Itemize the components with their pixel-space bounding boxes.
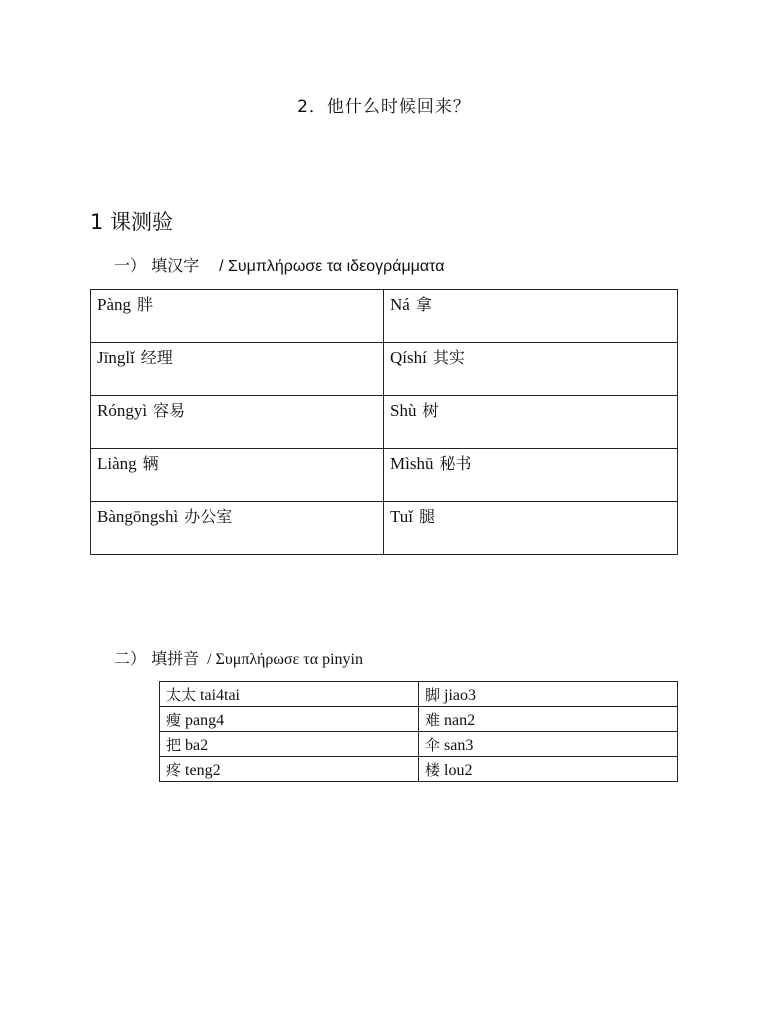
part1-marker: 一） 填汉字 bbox=[114, 256, 200, 275]
hanzi-text: 疼 bbox=[166, 760, 182, 779]
pinyin-text: lou2 bbox=[444, 761, 473, 779]
table-cell bbox=[384, 343, 678, 396]
table-cell bbox=[384, 396, 678, 449]
table-cell bbox=[160, 707, 419, 732]
hanzi-text: 容易 bbox=[153, 401, 186, 420]
hanzi-text: 腿 bbox=[419, 507, 436, 526]
pinyin-text: teng2 bbox=[185, 761, 221, 779]
pinyin-text: Jīnglǐ bbox=[97, 348, 135, 367]
page-title: 2．他什么时候回来？ bbox=[297, 97, 471, 117]
pinyin-text: Tuǐ bbox=[390, 507, 414, 526]
table-cell bbox=[160, 732, 419, 757]
hanzi-text: 难 bbox=[425, 710, 441, 729]
pinyin-text: tai4tai bbox=[200, 686, 240, 704]
table-cell bbox=[419, 707, 678, 732]
table-cell bbox=[91, 343, 384, 396]
table-cell bbox=[91, 502, 384, 555]
hanzi-text: 把 bbox=[166, 735, 182, 754]
pinyin-text: nan2 bbox=[444, 711, 476, 729]
pinyin-fill-table bbox=[159, 681, 678, 782]
table-row bbox=[91, 290, 678, 343]
table-cell bbox=[384, 449, 678, 502]
table-cell bbox=[419, 682, 678, 707]
pinyin-text: Qíshí bbox=[390, 348, 427, 367]
section-heading: 1 课测验 bbox=[90, 210, 174, 234]
hanzi-text: 瘦 bbox=[166, 710, 182, 729]
table-row bbox=[91, 449, 678, 502]
pinyin-text: ba2 bbox=[185, 736, 209, 754]
part1-heading bbox=[114, 253, 445, 276]
table-row bbox=[91, 343, 678, 396]
hanzi-text: 其实 bbox=[432, 348, 465, 367]
hanzi-text: 经理 bbox=[140, 348, 173, 367]
pinyin-text: Róngyì bbox=[97, 401, 148, 420]
part2-instruction: / Συμπλήρωσε τα pinyin bbox=[207, 651, 363, 668]
table-row bbox=[160, 682, 678, 707]
pinyin-text: jiao3 bbox=[444, 686, 477, 704]
table-cell bbox=[91, 290, 384, 343]
pinyin-text: Liàng bbox=[97, 454, 137, 473]
table-row bbox=[160, 757, 678, 782]
part2-marker: 二） 填拼音 bbox=[114, 649, 200, 668]
pinyin-text: Shù bbox=[390, 401, 417, 420]
part1-instruction: / Συμπλήρωσε τα ιδεογράμματα bbox=[219, 258, 445, 275]
hanzi-text: 拿 bbox=[415, 295, 432, 314]
table-cell bbox=[160, 682, 419, 707]
hanzi-text: 脚 bbox=[425, 685, 441, 704]
table-cell bbox=[160, 757, 419, 782]
pinyin-text: pang4 bbox=[185, 711, 225, 729]
table-cell bbox=[419, 757, 678, 782]
table-cell bbox=[384, 290, 678, 343]
table-cell bbox=[91, 396, 384, 449]
pinyin-text: Pàng bbox=[97, 295, 131, 314]
table-row bbox=[91, 502, 678, 555]
hanzi-text: 辆 bbox=[142, 454, 159, 473]
table-row bbox=[160, 707, 678, 732]
part2-heading bbox=[114, 646, 363, 669]
hanzi-text: 伞 bbox=[425, 735, 441, 754]
hanzi-text: 办公室 bbox=[184, 507, 233, 526]
pinyin-text: Ná bbox=[390, 295, 410, 314]
pinyin-text: Bàngōngshì bbox=[97, 507, 179, 526]
hanzi-text: 胖 bbox=[137, 295, 154, 314]
table-cell bbox=[91, 449, 384, 502]
hanzi-text: 太太 bbox=[166, 685, 197, 704]
pinyin-text: Mìshū bbox=[390, 454, 434, 473]
hanzi-text: 树 bbox=[422, 401, 439, 420]
table-cell bbox=[419, 732, 678, 757]
table-cell bbox=[384, 502, 678, 555]
hanzi-text: 楼 bbox=[425, 760, 441, 779]
table-row bbox=[91, 396, 678, 449]
hanzi-fill-table bbox=[90, 289, 678, 555]
hanzi-text: 秘书 bbox=[439, 454, 472, 473]
pinyin-text: san3 bbox=[444, 736, 474, 754]
table-row bbox=[160, 732, 678, 757]
